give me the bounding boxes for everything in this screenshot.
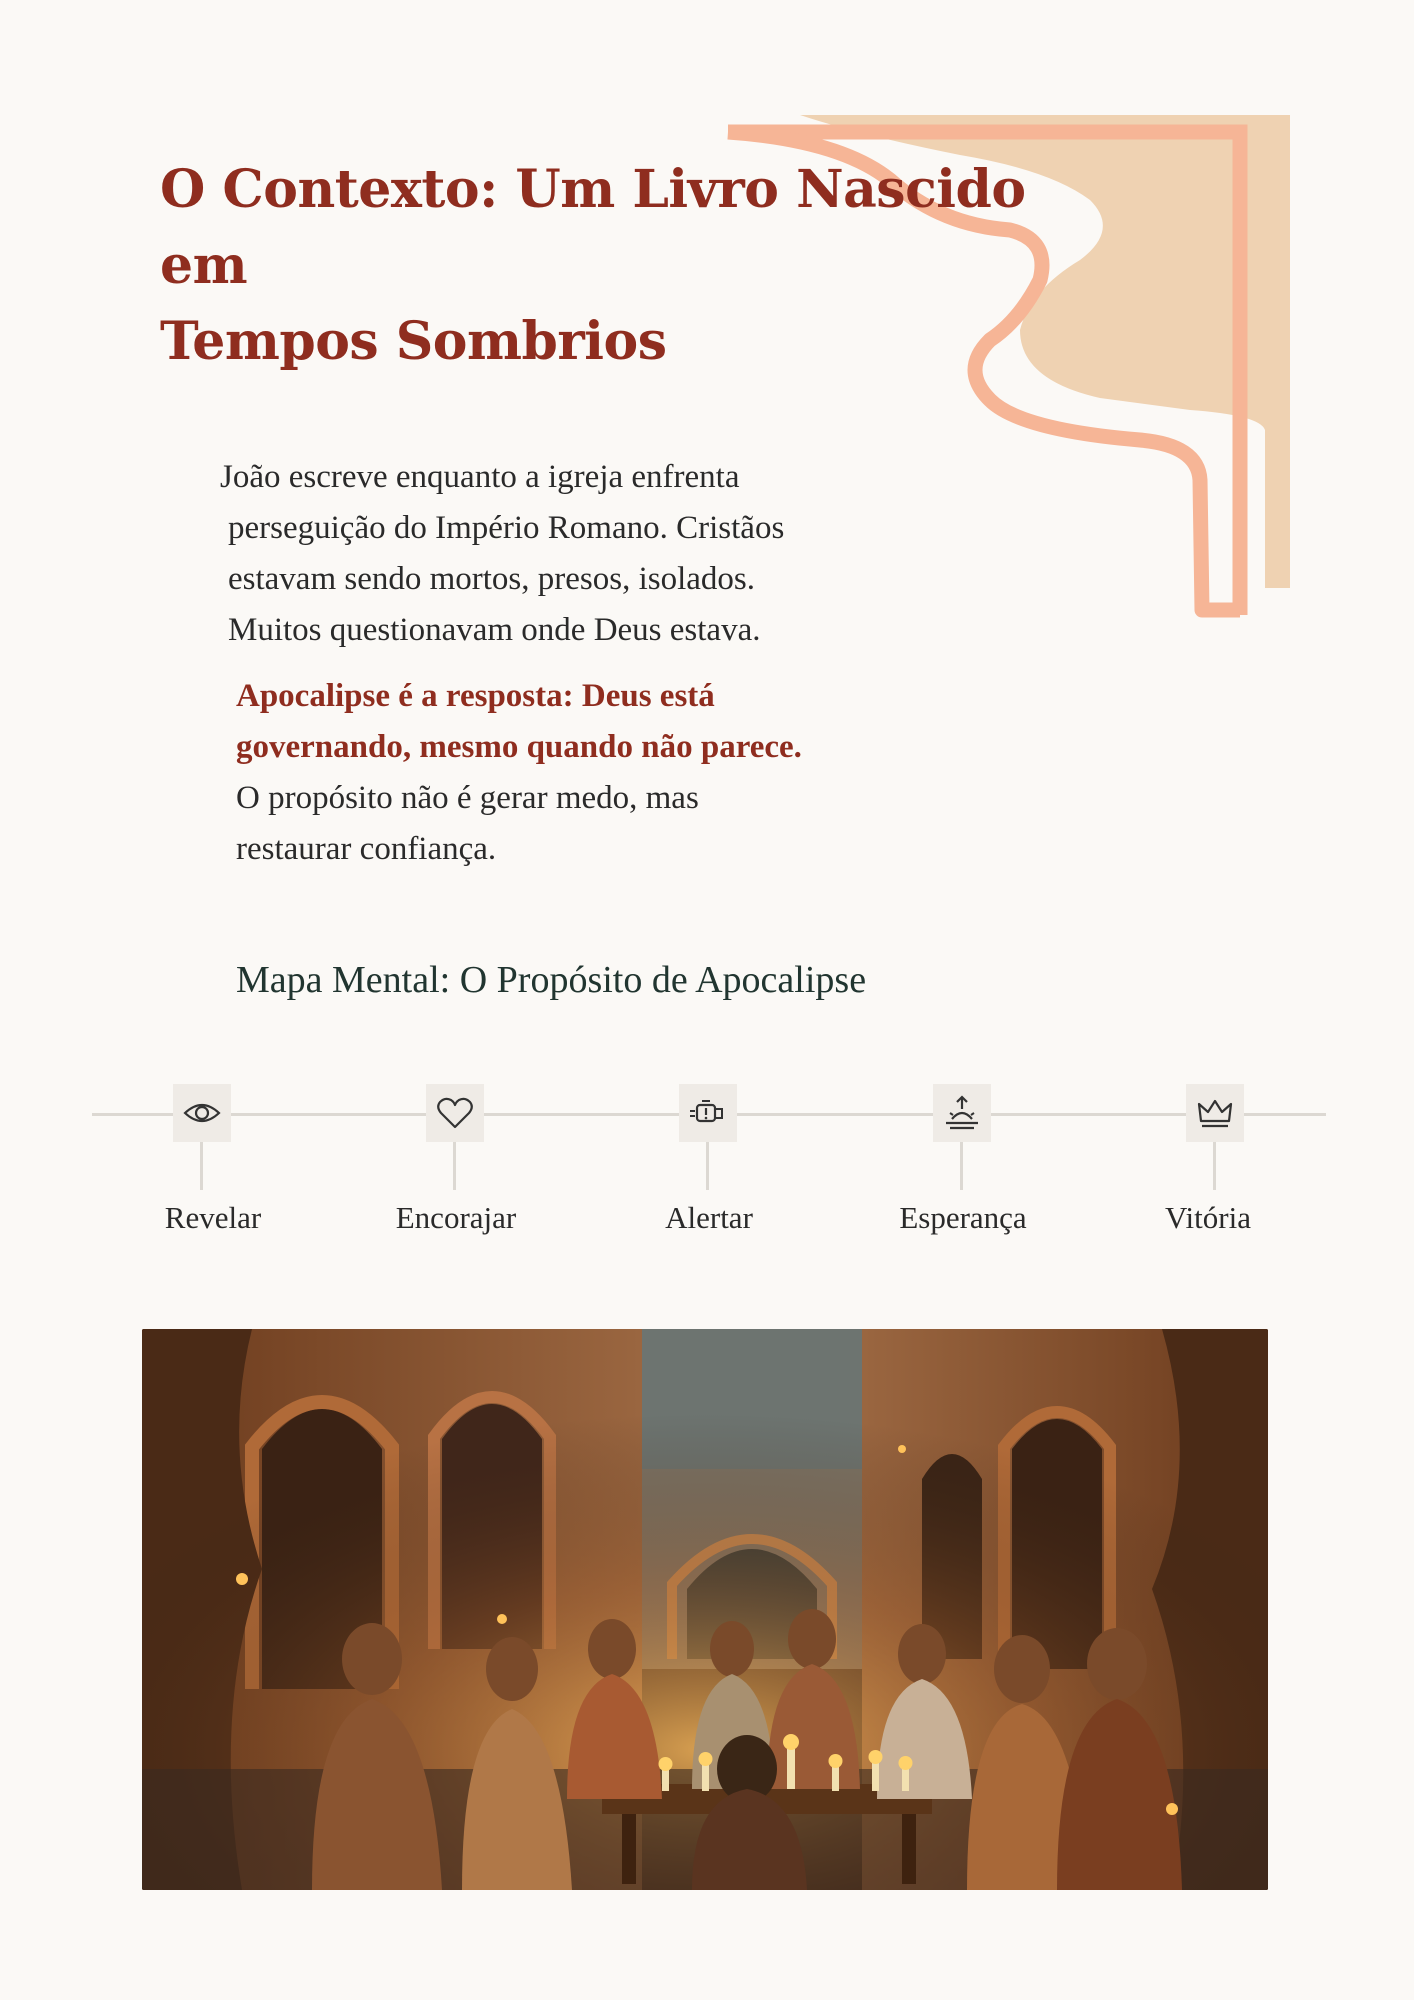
heart-icon	[426, 1084, 484, 1142]
timeline-stem	[200, 1142, 203, 1190]
timeline-stem	[960, 1142, 963, 1190]
purpose-line: O propósito não é gerar medo, mas	[236, 780, 699, 816]
title-line-2: Tempos Sombrios	[160, 311, 667, 372]
timeline-label-esperanca: Esperança	[899, 1200, 1027, 1235]
title-line-1: O Contexto: Um Livro Nascido em	[160, 159, 1026, 296]
intro-paragraph	[220, 452, 928, 656]
answer-highlight: governando, mesmo quando não parece.	[236, 729, 802, 765]
eye-icon	[173, 1084, 231, 1142]
intro-line: Muitos questionavam onde Deus estava.	[228, 612, 761, 648]
sunrise-icon	[933, 1084, 991, 1142]
catacomb-gathering-image	[142, 1329, 1268, 1890]
mind-map-title: Mapa Mental: O Propósito de Apocalipse	[236, 959, 867, 1001]
timeline-stem	[1213, 1142, 1216, 1190]
crown-icon	[1186, 1084, 1244, 1142]
timeline-label-vitoria: Vitória	[1165, 1200, 1251, 1235]
alarm-icon	[679, 1084, 737, 1142]
timeline-stem	[706, 1142, 709, 1190]
page-title	[160, 152, 1120, 380]
intro-line: estavam sendo mortos, presos, isolados.	[228, 561, 756, 597]
intro-line: João escreve enquanto a igreja enfrenta	[220, 459, 740, 495]
timeline-stem	[453, 1142, 456, 1190]
answer-highlight: Apocalipse é a resposta: Deus está	[236, 678, 715, 714]
purpose-line: restaurar confiança.	[236, 831, 497, 867]
answer-paragraph	[236, 671, 936, 875]
timeline-label-encorajar: Encorajar	[395, 1200, 517, 1235]
timeline-label-revelar: Revelar	[164, 1200, 262, 1235]
intro-line: perseguição do Império Romano. Cristãos	[228, 510, 785, 546]
timeline-label-alertar: Alertar	[665, 1200, 753, 1235]
